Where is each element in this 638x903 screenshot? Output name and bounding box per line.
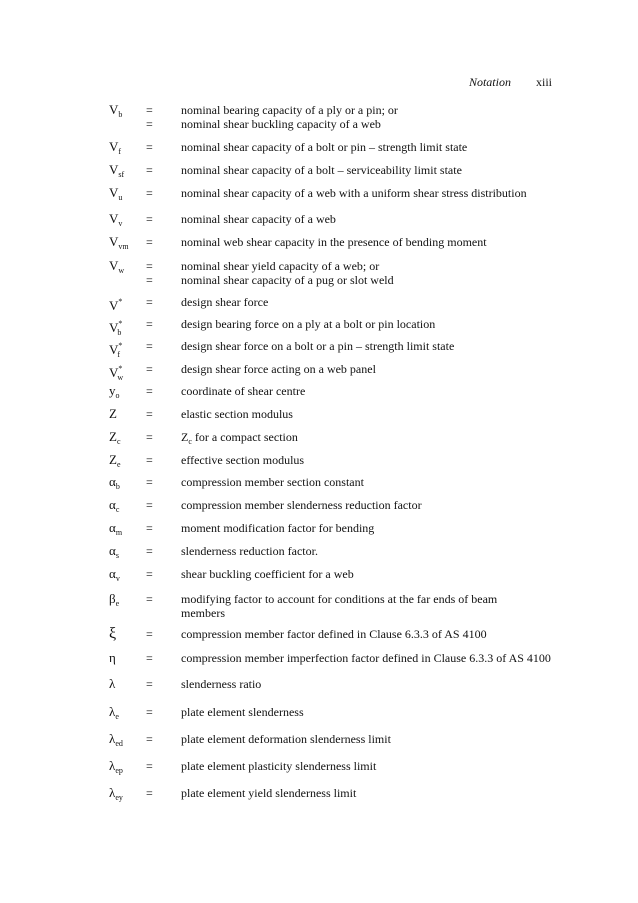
equals-sign: = [146, 651, 153, 665]
notation-line [0, 498, 638, 512]
notation-symbol [109, 567, 120, 586]
notation-definition: design shear force acting on a web panel [181, 362, 376, 376]
symbol-subscript: c [116, 437, 121, 446]
notation-entry [0, 103, 638, 131]
notation-line [0, 544, 638, 558]
page-number: xiii [535, 75, 552, 89]
notation-symbol [109, 317, 121, 340]
notation-symbol [109, 453, 121, 472]
notation-line [0, 295, 638, 313]
notation-line [0, 259, 638, 273]
notation-line [0, 592, 638, 606]
symbol-superscript: * [118, 297, 123, 306]
symbol-base: V [109, 211, 119, 226]
notation-symbol [109, 362, 123, 385]
notation-line [0, 705, 638, 719]
notation-entry [0, 453, 638, 467]
symbol-base: V [109, 298, 119, 313]
symbol-subscript: e [115, 712, 119, 721]
notation-entry [0, 521, 638, 535]
symbol-subscript: ep [115, 766, 123, 775]
symbol-base: Z [109, 429, 117, 444]
page-header [469, 75, 552, 89]
notation-symbol [109, 677, 115, 691]
symbol-base: α [109, 497, 116, 512]
symbol-subscript: sf [118, 170, 125, 179]
notation-entry [0, 317, 638, 337]
notation-line [0, 651, 638, 665]
symbol-base: α [109, 474, 116, 489]
equals-sign: = [146, 430, 153, 444]
symbol-subscript: w [118, 266, 125, 275]
equals-sign: = [146, 475, 153, 489]
symbol-subscript: v [115, 574, 120, 583]
notation-line [0, 430, 638, 444]
notation-entry [0, 786, 638, 800]
symbol-superscript: * [118, 341, 123, 350]
notation-line [0, 103, 638, 117]
notation-line [0, 186, 638, 200]
symbol-subscript: v [118, 219, 123, 228]
equals-sign: = [146, 295, 153, 309]
notation-line [0, 317, 638, 337]
symbol-subscript: ey [115, 793, 123, 802]
notation-symbol [109, 732, 123, 751]
notation-entry [0, 384, 638, 398]
notation-symbol [109, 475, 120, 494]
notation-symbol [109, 498, 119, 517]
equals-sign: = [146, 384, 153, 398]
equals-sign: = [146, 627, 153, 641]
notation-entry [0, 759, 638, 773]
notation-definition: $Z_c$ for a compact section [181, 430, 298, 446]
notation-line [0, 273, 638, 287]
notation-symbol [109, 384, 120, 403]
notation-line [0, 759, 638, 773]
equals-sign: = [146, 362, 153, 376]
notation-symbol [109, 627, 116, 641]
notation-definition: coordinate of shear centre [181, 384, 306, 398]
notation-entry [0, 567, 638, 581]
symbol-subscript: u [118, 193, 123, 202]
notation-line [0, 117, 638, 131]
notation-entry [0, 475, 638, 489]
symbol-base: V [109, 185, 119, 200]
symbol-subscript: c [115, 505, 120, 514]
equals-sign: = [146, 317, 153, 331]
notation-entry [0, 544, 638, 558]
notation-entry [0, 259, 638, 287]
notation-symbol [109, 295, 123, 313]
notation-definition: nominal shear capacity of a web [181, 212, 336, 226]
notation-definition: moment modification factor for bending [181, 521, 375, 535]
symbol-base: ξ [109, 625, 117, 642]
equals-sign: = [146, 705, 153, 719]
notation-symbol [109, 235, 129, 254]
symbol-base: λ [109, 785, 116, 800]
symbol-base: α [109, 520, 116, 535]
notation-symbol [109, 430, 121, 449]
equals-sign: = [146, 186, 153, 200]
notation-entry [0, 498, 638, 512]
equals-sign: = [146, 407, 153, 421]
symbol-base: λ [109, 704, 116, 719]
equals-sign: = [146, 759, 153, 773]
notation-definition: slenderness reduction factor. [181, 544, 318, 558]
notation-entry [0, 362, 638, 382]
notation-symbol [109, 163, 124, 182]
notation-entry [0, 163, 638, 177]
notation-entry [0, 140, 638, 154]
notation-line [0, 163, 638, 177]
notation-definition: compression member section constant [181, 475, 364, 489]
symbol-subscript: o [115, 391, 120, 400]
notation-entry [0, 705, 638, 719]
symbol-base: α [109, 543, 116, 558]
notation-entry [0, 677, 638, 691]
symbol-base: Z [109, 452, 117, 467]
symbol-subscript: w [117, 373, 124, 382]
notation-line [0, 453, 638, 467]
notation-symbol [109, 651, 116, 665]
notation-line [0, 521, 638, 535]
symbol-subscript: e [115, 599, 120, 608]
notation-symbol [109, 521, 122, 540]
equals-sign: = [146, 521, 153, 535]
notation-definition: compression member imperfection factor defined in Clause 6.3.3 of AS 4100 [181, 651, 551, 665]
notation-symbol [109, 212, 122, 231]
symbol-base: λ [109, 758, 116, 773]
notation-entry [0, 186, 638, 200]
equals-sign: = [146, 544, 153, 558]
equals-sign: = [146, 677, 153, 691]
symbol-base: λ [109, 676, 116, 691]
notation-symbol [109, 186, 122, 205]
notation-definition: elastic section modulus [181, 407, 293, 421]
equals-sign: = [146, 235, 153, 249]
notation-line [0, 606, 638, 620]
notation-symbol [109, 544, 119, 563]
symbol-subscript: b [118, 110, 123, 119]
symbol-base: V [109, 342, 119, 357]
notation-entry [0, 430, 638, 444]
equals-sign: = [146, 592, 153, 606]
notation-definition: nominal shear buckling capacity of a web [181, 117, 381, 131]
equals-sign: = [146, 117, 153, 131]
equals-sign: = [146, 567, 153, 581]
symbol-subscript: f [118, 147, 122, 156]
equals-sign: = [146, 212, 153, 226]
notation-entry [0, 732, 638, 746]
notation-entry [0, 407, 638, 421]
equals-sign: = [146, 259, 153, 273]
symbol-base: y [109, 383, 116, 398]
symbol-superscript: * [118, 319, 123, 328]
notation-entry [0, 627, 638, 641]
notation-symbol [109, 705, 119, 724]
notation-definition: shear buckling coefficient for a web [181, 567, 354, 581]
notation-definition: plate element slenderness [181, 705, 304, 719]
symbol-superscript: * [118, 364, 123, 373]
symbol-subscript: s [115, 551, 119, 560]
notation-definition: members [181, 606, 225, 620]
notation-symbol [109, 339, 123, 362]
symbol-base: Z [109, 406, 117, 421]
notation-line [0, 677, 638, 691]
symbol-base: V [109, 162, 119, 177]
symbol-base: V [109, 234, 119, 249]
notation-definition: plate element plasticity slenderness limit [181, 759, 377, 773]
notation-line [0, 732, 638, 746]
notation-definition: design shear force on a bolt or a pin – strength limit state [181, 339, 455, 353]
notation-line [0, 627, 638, 641]
notation-line [0, 384, 638, 398]
notation-definition: nominal bearing capacity of a ply or a pin; or [181, 103, 398, 117]
notation-symbol [109, 140, 121, 159]
notation-definition: nominal shear yield capacity of a web; or [181, 259, 380, 273]
equals-sign: = [146, 103, 153, 117]
notation-definition: compression member slenderness reduction factor [181, 498, 422, 512]
notation-definition: plate element deformation slenderness limit [181, 732, 391, 746]
symbol-subscript: f [117, 350, 121, 359]
symbol-base: V [109, 320, 119, 335]
notation-line [0, 786, 638, 800]
notation-symbol [109, 407, 117, 421]
notation-entry [0, 339, 638, 359]
notation-definition: nominal shear capacity of a web with a uniform shear stress distribution [181, 186, 527, 200]
symbol-base: V [109, 258, 119, 273]
symbol-base: β [109, 591, 116, 606]
notation-line [0, 475, 638, 489]
symbol-base: V [109, 139, 119, 154]
notation-definition: effective section modulus [181, 453, 305, 467]
notation-definition: design shear force [181, 295, 269, 309]
equals-sign: = [146, 163, 153, 177]
symbol-subscript: b [117, 328, 122, 337]
notation-line [0, 212, 638, 226]
notation-definition: nominal shear capacity of a bolt or pin – strength limit state [181, 140, 468, 154]
notation-entry [0, 651, 638, 665]
notation-definition: nominal shear capacity of a bolt – serviceability limit state [181, 163, 462, 177]
symbol-subscript: e [116, 460, 121, 469]
notation-line [0, 407, 638, 421]
notation-symbol [109, 786, 123, 805]
symbol-base: λ [109, 731, 116, 746]
running-title: Notation [468, 75, 511, 89]
notation-entry [0, 592, 638, 620]
notation-definition: design bearing force on a ply at a bolt or pin location [181, 317, 436, 331]
notation-definition: nominal shear capacity of a pug or slot weld [181, 273, 394, 287]
symbol-subscript: vm [118, 242, 129, 251]
equals-sign: = [146, 786, 153, 800]
equals-sign: = [146, 140, 153, 154]
notation-definition: plate element yield slenderness limit [181, 786, 357, 800]
equals-sign: = [146, 339, 153, 353]
equals-sign: = [146, 453, 153, 467]
notation-definition: modifying factor to account for conditions at the far ends of beam [181, 592, 498, 606]
symbol-subscript: m [115, 528, 123, 537]
notation-line [0, 339, 638, 359]
equals-sign: = [146, 273, 153, 287]
symbol-subscript: ed [115, 739, 123, 748]
notation-entry [0, 212, 638, 226]
notation-entry [0, 295, 638, 313]
symbol-base: η [109, 650, 116, 665]
notation-line [0, 362, 638, 382]
notation-line [0, 235, 638, 249]
notation-definition: nominal web shear capacity in the presence of bending moment [181, 235, 487, 249]
symbol-subscript: b [115, 482, 120, 491]
notation-definition: compression member factor defined in Clause 6.3.3 of AS 4100 [181, 627, 487, 641]
symbol-base: α [109, 566, 116, 581]
notation-symbol [109, 759, 123, 778]
symbol-base: V [109, 102, 119, 117]
notation-line [0, 567, 638, 581]
notation-entry [0, 235, 638, 249]
notation-line [0, 140, 638, 154]
symbol-base: V [109, 365, 119, 380]
notation-definition: slenderness ratio [181, 677, 262, 691]
equals-sign: = [146, 498, 153, 512]
equals-sign: = [146, 732, 153, 746]
